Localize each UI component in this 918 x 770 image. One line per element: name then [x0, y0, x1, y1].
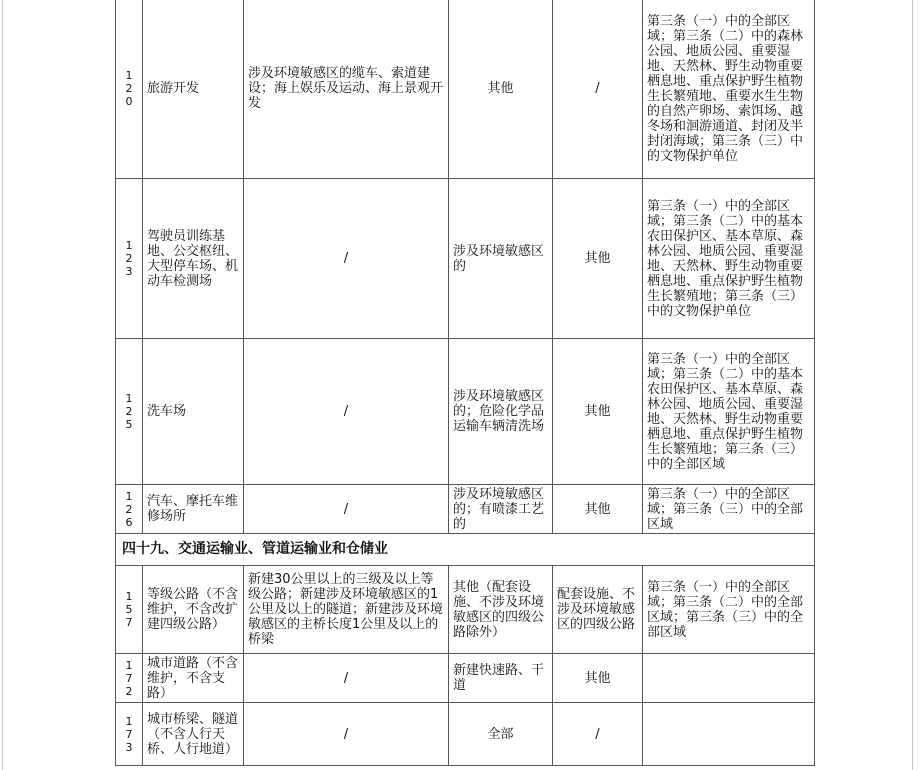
row-number: 1 2 6	[116, 485, 143, 534]
section-header-row	[116, 534, 815, 566]
sensitive-area-cell: 第三条（一）中的全部区域；第三条（二）中的基本农田保护区、基本草原、森林公园、地质公园、重要湿地、天然林、野生动物重要栖息地、重点保护野生植物生长繁殖地；第三条（三）中的文物保护单位	[643, 179, 815, 339]
project-name-cell: 驾驶员训练基地、公交枢纽、大型停车场、机动车检测场	[143, 179, 244, 339]
registration-cell: 其他	[553, 485, 643, 534]
table-row	[116, 0, 815, 179]
row-number: 1 2 3	[116, 179, 143, 339]
report-book-cell: /	[244, 703, 449, 766]
report-table-cell: 涉及环境敏感区的；有喷漆工艺的	[449, 485, 553, 534]
registration-cell: 配套设施、不涉及环境敏感区的四级公路	[553, 566, 643, 654]
sensitive-area-cell: 第三条（一）中的全部区域；第三条（二）中的全部区域；第三条（三）中的全部区域	[643, 566, 815, 654]
right-frame-line	[912, 0, 913, 770]
report-book-cell: /	[244, 485, 449, 534]
report-book-cell: 新建30公里以上的三级及以上等级公路；新建涉及环境敏感区的1公里及以上的隧道；新建涉及环境敏感区的主桥长度1公里及以上的桥梁	[244, 566, 449, 654]
registration-cell: /	[553, 703, 643, 766]
project-name-cell: 旅游开发	[143, 0, 244, 179]
registration-cell: 其他	[553, 654, 643, 703]
registration-cell: /	[553, 0, 643, 179]
sensitive-area-cell	[643, 703, 815, 766]
report-table-cell: 其他	[449, 0, 553, 179]
row-number: 1 7 2	[116, 654, 143, 703]
project-name-cell: 洗车场	[143, 339, 244, 485]
table-row	[116, 485, 815, 534]
report-book-cell: 涉及环境敏感区的缆车、索道建设；海上娱乐及运动、海上景观开发	[244, 0, 449, 179]
row-number: 1 7 3	[116, 703, 143, 766]
project-name-cell: 等级公路（不含维护，不含改扩建四级公路）	[143, 566, 244, 654]
row-number: 1 2 0	[116, 0, 143, 179]
eia-classification-table	[115, 0, 815, 766]
report-table-cell: 涉及环境敏感区的；危险化学品运输车辆清洗场	[449, 339, 553, 485]
section-title: 四十九、交通运输业、管道运输业和仓储业	[116, 534, 815, 566]
report-table-cell: 涉及环境敏感区的	[449, 179, 553, 339]
table-row	[116, 339, 815, 485]
left-frame-line	[2, 0, 3, 770]
table-row	[116, 703, 815, 766]
sensitive-area-cell: 第三条（一）中的全部区域；第三条（二）中的基本农田保护区、基本草原、森林公园、地质公园、重要湿地、天然林、野生动物重要栖息地、重点保护野生植物生长繁殖地；第三条（三）中的全部区域	[643, 339, 815, 485]
project-name-cell: 城市桥梁、隧道（不含人行天桥、人行地道）	[143, 703, 244, 766]
report-table-cell: 其他（配套设施、不涉及环境敏感区的四级公路除外）	[449, 566, 553, 654]
report-table-cell: 新建快速路、干道	[449, 654, 553, 703]
report-book-cell: /	[244, 179, 449, 339]
report-table-cell: 全部	[449, 703, 553, 766]
table-row	[116, 566, 815, 654]
registration-cell: 其他	[553, 179, 643, 339]
table-row	[116, 179, 815, 339]
report-book-cell: /	[244, 339, 449, 485]
table-row	[116, 654, 815, 703]
row-number: 1 2 5	[116, 339, 143, 485]
sensitive-area-cell: 第三条（一）中的全部区域；第三条（二）中的森林公园、地质公园、重要湿地、天然林、野生动物重要栖息地、重点保护野生植物生长繁殖地、重要水生生物的自然产卵场、索饵场、越冬场和洄游通道、封闭及半封闭海域；第三条（三）中的文物保护单位	[643, 0, 815, 179]
sensitive-area-cell	[643, 654, 815, 703]
registration-cell: 其他	[553, 339, 643, 485]
project-name-cell: 城市道路（不含维护，不含支路）	[143, 654, 244, 703]
report-book-cell: /	[244, 654, 449, 703]
sensitive-area-cell: 第三条（一）中的全部区域；第三条（三）中的全部区域	[643, 485, 815, 534]
project-name-cell: 汽车、摩托车维修场所	[143, 485, 244, 534]
row-number: 1 5 7	[116, 566, 143, 654]
